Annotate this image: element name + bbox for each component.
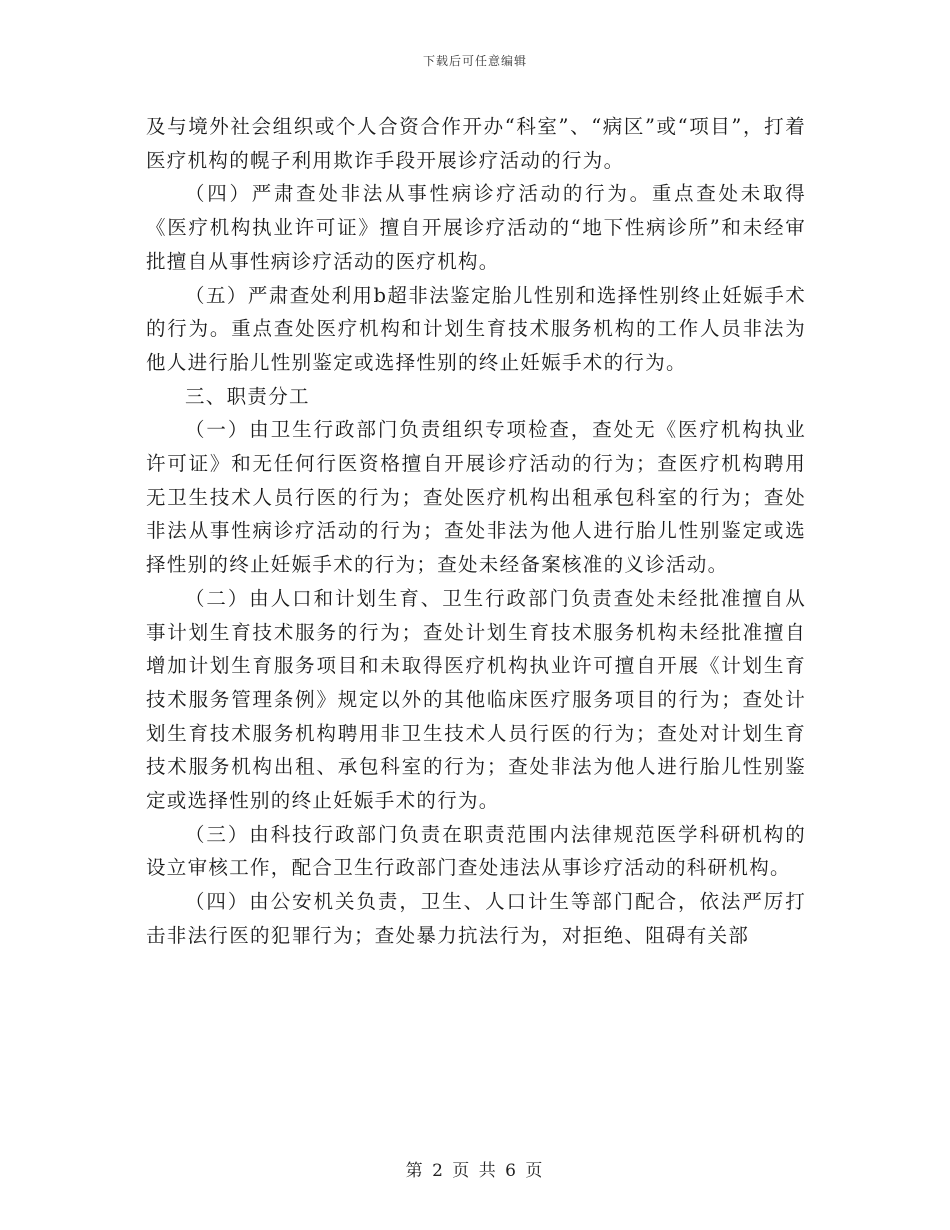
section-heading: 三、职责分工 — [185, 384, 310, 408]
paragraph-duty-4: （四）由公安机关负责，卫生、人口计生等部门配合，依法严厉打击非法行医的犯罪行为；查处暴力抗法行为，对拒绝、阻碍有关部 — [146, 890, 806, 947]
paragraph-continuation: 及与境外社会组织或个人合资合作开办“科室”、“病区”或“项目”，打着医疗机构的幌子利用欺诈手段开展诊疗活动的行为。 — [146, 115, 806, 172]
page-header: 下载后可任意编辑 — [422, 54, 527, 68]
document-body — [146, 110, 806, 953]
paragraph-item-5: （五）严肃查处利用b超非法鉴定胎儿性别和选择性别终止妊娠手术的行为。重点查处医疗机构和计划生育技术服务机构的工作人员非法为他人进行胎儿性别鉴定或选择性别的终止妊娠手术的行为。 — [146, 283, 806, 374]
paragraph-duty-3: （三）由科技行政部门负责在职责范围内法律规范医学科研机构的设立审核工作，配合卫生行政部门查处违法从事诊疗活动的科研机构。 — [146, 822, 806, 880]
paragraph-item-4: （四）严肃查处非法从事性病诊疗活动的行为。重点查处未取得《医疗机构执业许可证》擅自开展诊疗活动的“地下性病诊所”和未经审批擅自从事性病诊疗活动的医疗机构。 — [146, 182, 806, 273]
paragraph-duty-1: （一）由卫生行政部门负责组织专项检查，查处无《医疗机构执业许可证》和无任何行医资格擅自开展诊疗活动的行为；查医疗机构聘用无卫生技术人员行医的行为；查处医疗机构出租承包科室的行为；查处非法从事性病诊疗活动的行为；查处非法为他人进行胎儿性别鉴定或选择性别的终止妊娠手术的行为；查处未经备案核准的义诊活动。 — [146, 418, 806, 577]
paragraph-duty-2: （二）由人口和计划生育、卫生行政部门负责查处未经批准擅自从事计划生育技术服务的行为；查处计划生育技术服务机构未经批准擅自增加计划生育服务项目和未取得医疗机构执业许可擅自开展《计划生育技术服务管理条例》规定以外的其他临床医疗服务项目的行为；查处计划生育技术服务机构聘用非卫生技术人员行医的行为；查处对计划生育技术服务机构出租、承包科室的行为；查处非法为他人进行胎儿性别鉴定或选择性别的终止妊娠手术的行为。 — [146, 586, 806, 813]
page-number: 第 2 页 共 6 页 — [405, 1161, 545, 1181]
